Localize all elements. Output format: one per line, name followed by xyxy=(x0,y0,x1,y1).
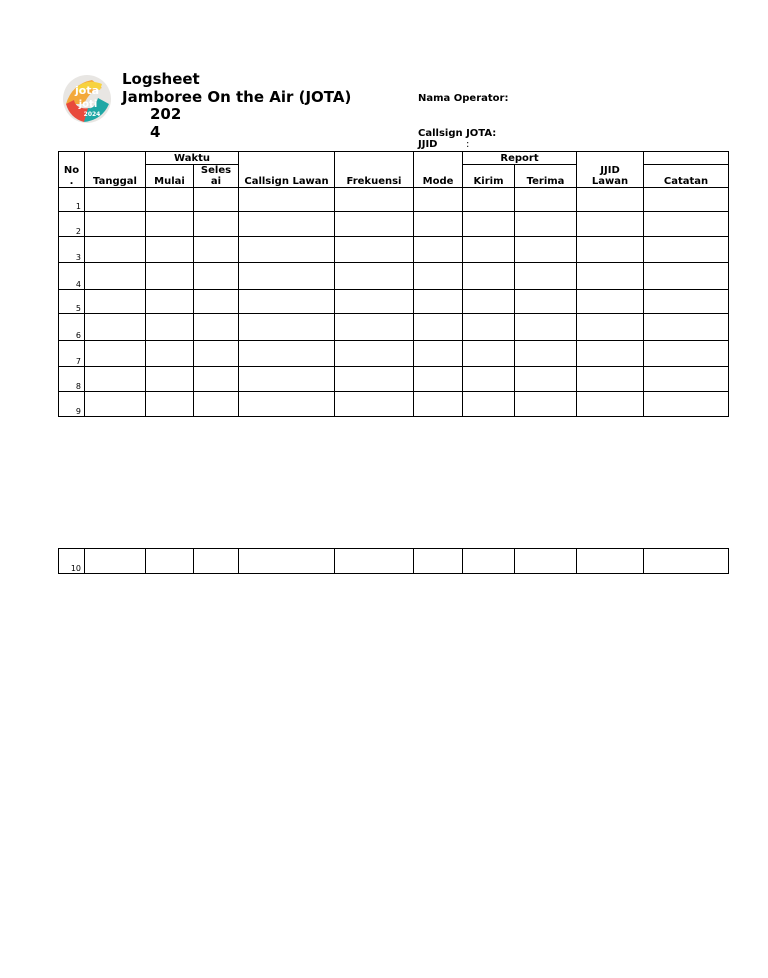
year-line-2: 4 xyxy=(150,123,161,141)
table-row: 4 xyxy=(59,263,729,290)
table-row: 1 xyxy=(59,188,729,212)
group-waktu: Waktu xyxy=(146,152,239,165)
table-row: 5 xyxy=(59,290,729,314)
svg-text:jota: jota xyxy=(74,84,100,97)
col-terima: Terima xyxy=(515,165,577,188)
svg-text:joti: joti xyxy=(78,99,98,110)
col-frekuensi: Frekuensi xyxy=(335,152,414,188)
title-logsheet: Logsheet xyxy=(122,70,200,88)
col-kirim: Kirim xyxy=(463,165,515,188)
log-table-continued xyxy=(58,548,729,574)
col-mode: Mode xyxy=(414,152,463,188)
col-catatan: Catatan xyxy=(644,165,729,188)
table-row: 9 xyxy=(59,392,729,417)
jjid-colon: : xyxy=(466,139,470,150)
col-tanggal: Tanggal xyxy=(85,152,146,188)
table-row: 8 xyxy=(59,367,729,392)
col-callsign-lawan: Callsign Lawan xyxy=(239,152,335,188)
jota-joti-logo xyxy=(62,74,112,124)
table-row: 2 xyxy=(59,212,729,237)
callsign-jota-label: Callsign JOTA: xyxy=(418,128,497,139)
table-row: 7 xyxy=(59,341,729,367)
log-table xyxy=(58,151,729,417)
year-line-1: 202 xyxy=(150,105,182,123)
col-mulai: Mulai xyxy=(146,165,194,188)
col-selesai: Seles ai xyxy=(194,165,239,188)
table-row: 6 xyxy=(59,314,729,341)
col-jjid-lawan: JJID Lawan xyxy=(577,152,644,188)
catatan-top-cell xyxy=(644,152,729,165)
title-event: Jamboree On the Air (JOTA) xyxy=(122,88,352,106)
group-report: Report xyxy=(463,152,577,165)
jjid-label: JJID xyxy=(418,139,438,150)
col-no: No . xyxy=(59,152,85,188)
operator-name-label: Nama Operator: xyxy=(418,93,509,104)
table-row: 3 xyxy=(59,237,729,263)
svg-text:2024: 2024 xyxy=(83,111,101,118)
table-row: 10 xyxy=(59,549,729,574)
